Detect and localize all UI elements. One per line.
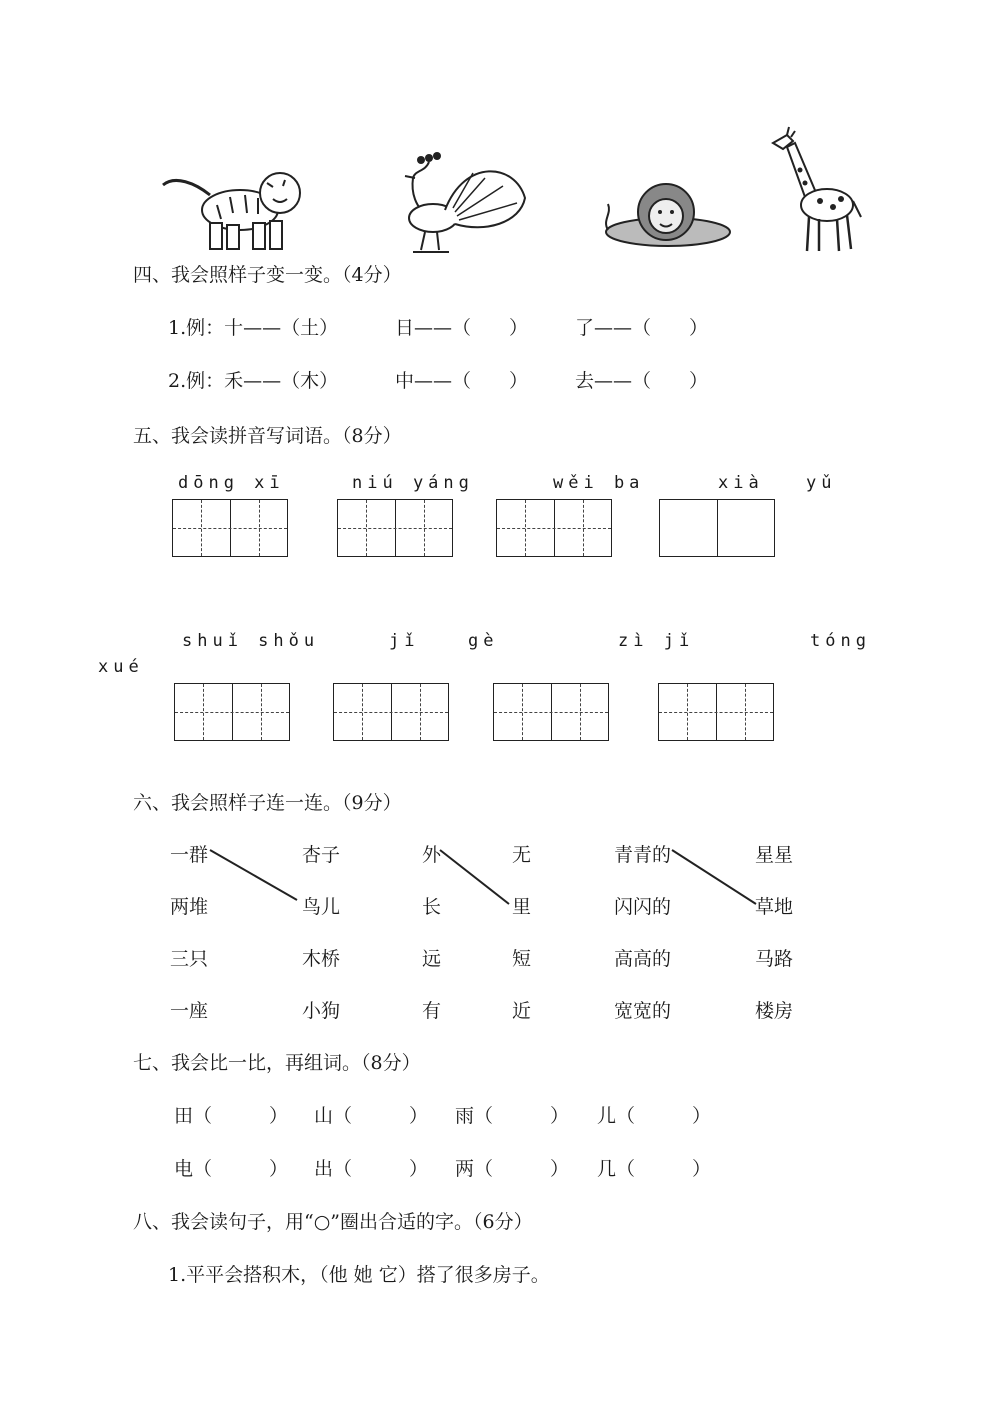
section5-title: 五、我会读拼音写词语。（8分） xyxy=(133,425,402,447)
word-blank: 出（ ） xyxy=(314,1158,429,1180)
pinyin: jǐ xyxy=(389,631,420,651)
match-word: 青青的 xyxy=(614,844,672,866)
section7-title: 七、我会比一比，再组词。（8分） xyxy=(133,1052,421,1074)
sec4-row2-item-b: 中——（ ） xyxy=(395,370,529,392)
match-word: 短 xyxy=(512,948,532,970)
match-word: 鸟儿 xyxy=(302,896,341,918)
match-word: 杏子 xyxy=(302,844,341,866)
pinyin: shuǐ shǒu xyxy=(182,631,320,651)
match-word: 小狗 xyxy=(302,1000,341,1022)
match-word: 外 xyxy=(422,844,442,866)
word-blank: 山（ ） xyxy=(314,1105,429,1127)
section8-title: 八、我会读句子，用“○”圈出合适的字。（6分） xyxy=(133,1211,533,1233)
match-word: 近 xyxy=(512,1000,532,1022)
match-word: 马路 xyxy=(755,948,794,970)
sec4-row2-item-c: 去——（ ） xyxy=(575,370,709,392)
match-word: 宽宽的 xyxy=(614,1000,672,1022)
match-word: 长 xyxy=(422,896,442,918)
pinyin: xià xyxy=(718,473,764,493)
match-word: 闪闪的 xyxy=(614,896,672,918)
match-word: 一座 xyxy=(170,1000,209,1022)
word-blank: 雨（ ） xyxy=(455,1105,570,1127)
word-blank: 两（ ） xyxy=(455,1158,570,1180)
match-word: 远 xyxy=(422,948,442,970)
sec4-row1-item-b: 日——（ ） xyxy=(395,317,529,339)
pinyin: niú yáng xyxy=(352,473,474,493)
word-blank: 儿（ ） xyxy=(597,1105,712,1127)
pinyin: tóng xyxy=(810,631,871,651)
section6-title: 六、我会照样子连一连。（9分） xyxy=(133,792,402,814)
match-word: 三只 xyxy=(170,948,209,970)
pinyin: gè xyxy=(468,631,499,651)
pinyin: yǔ xyxy=(806,473,837,493)
match-word: 有 xyxy=(422,1000,442,1022)
match-word: 木桥 xyxy=(302,948,341,970)
match-word: 一群 xyxy=(170,844,209,866)
match-word: 高高的 xyxy=(614,948,672,970)
match-word: 草地 xyxy=(755,896,794,918)
pinyin: wěi ba xyxy=(553,473,645,493)
match-word: 楼房 xyxy=(755,1000,794,1022)
sec4-row2-example: 2.例：禾——（木） xyxy=(168,370,339,392)
sec4-row1-item-c: 了——（ ） xyxy=(575,317,709,339)
match-word: 无 xyxy=(512,844,532,866)
pinyin: zì jǐ xyxy=(618,631,695,651)
match-word: 两堆 xyxy=(170,896,209,918)
match-word: 里 xyxy=(512,896,532,918)
sec8-question-1: 1.平平会搭积木，（他 她 它）搭了很多房子。 xyxy=(168,1264,550,1286)
match-word: 星星 xyxy=(755,844,794,866)
sec4-row1-example: 1.例：十——（土） xyxy=(168,317,339,339)
word-blank: 电（ ） xyxy=(174,1158,289,1180)
word-blank: 几（ ） xyxy=(597,1158,712,1180)
pinyin: dōng xī xyxy=(178,473,285,493)
section4-title: 四、我会照样子变一变。（4分） xyxy=(133,264,402,286)
pinyin: xué xyxy=(98,657,144,677)
word-blank: 田（ ） xyxy=(174,1105,289,1127)
